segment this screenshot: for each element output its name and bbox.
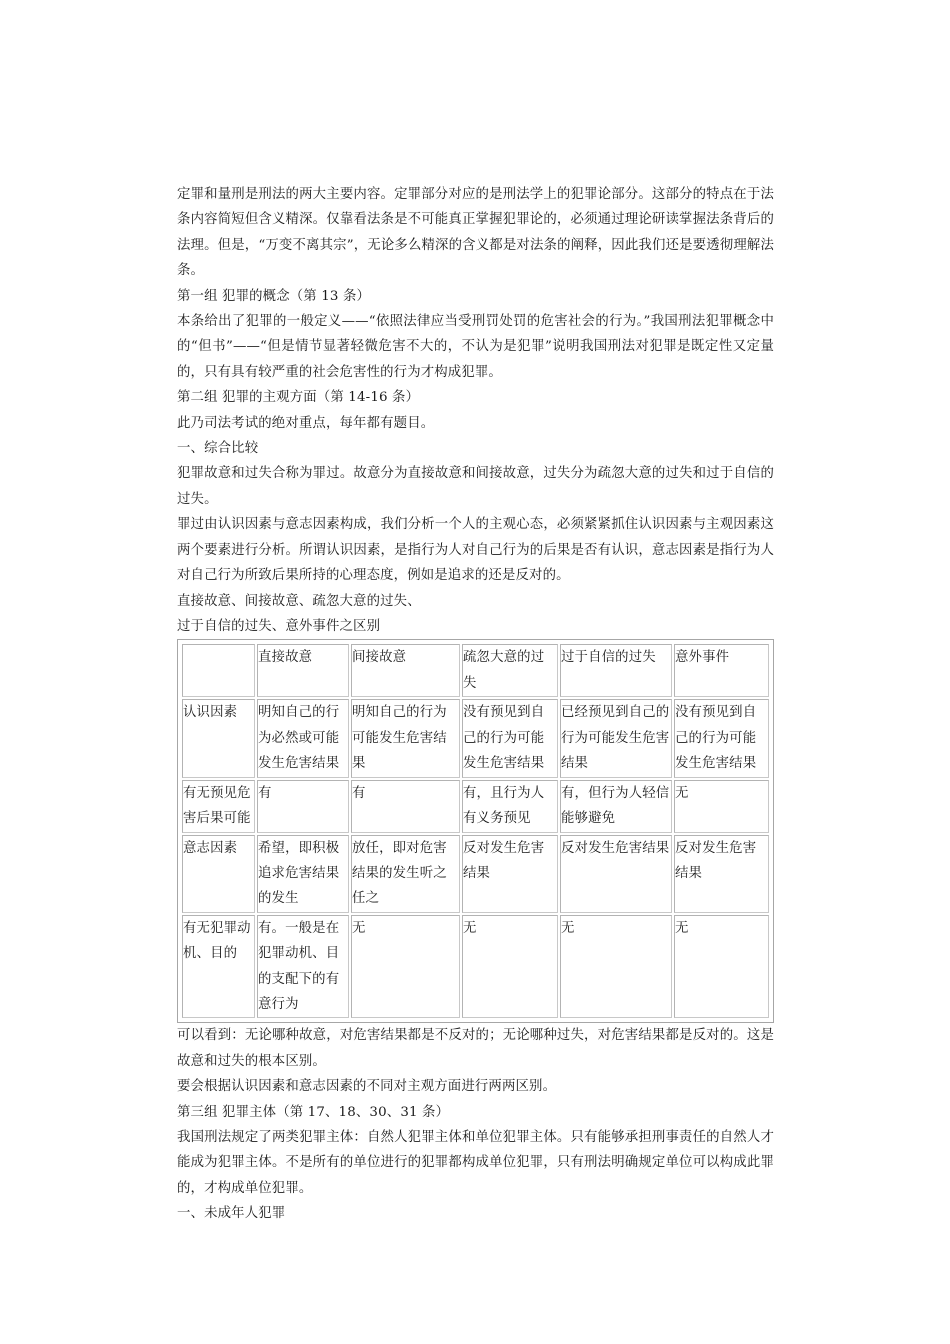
table-cell: 有，但行为人轻信能够避免	[560, 780, 672, 833]
table-cell: 明知自己的行为必然或可能发生危害结果	[257, 699, 349, 777]
table-row-foreseeability	[182, 780, 769, 833]
table-row-label: 有无预见危害后果可能	[182, 780, 255, 833]
table-cell: 无	[674, 780, 769, 833]
table-header-cell: 过于自信的过失	[560, 644, 672, 697]
intro-paragraph: 定罪和量刑是刑法的两大主要内容。定罪部分对应的是刑法学上的犯罪论部分。这部分的特点在于法条内容简短但含义精深。仅靠看法条是不可能真正掌握犯罪论的，必须通过理论研读掌握法条背后的法理。但是，“万变不离其宗”，无论多么精深的含义都是对法条的阐释，因此我们还是要透彻理解法条。	[177, 187, 774, 279]
elements-paragraph: 罪过由认识因素与意志因素构成，我们分析一个人的主观心态，必须紧紧抓住认识因素与主观因素这两个要素进行分析。所谓认识因素，是指行为人对自己行为的后果是否有认识，意志因素是指行为人对自己行为所致后果所持的心理态度，例如是追求的还是反对的。	[177, 517, 774, 584]
table-row-label: 有无犯罪动机、目的	[182, 915, 255, 1019]
table-header-cell: 直接故意	[257, 644, 349, 697]
table-row-label: 认识因素	[182, 699, 255, 777]
table-header-cell: 疏忽大意的过失	[462, 644, 558, 697]
table-cell: 有，且行为人有义务预见	[462, 780, 558, 833]
table-row-volitional-factor	[182, 835, 769, 913]
table-cell: 已经预见到自己的行为可能发生危害结果	[560, 699, 672, 777]
table-header-cell	[182, 644, 255, 697]
section-heading-crime-subject: 第三组 犯罪主体（第 17、18、30、31 条）	[177, 1104, 450, 1120]
table-cell: 无	[462, 915, 558, 1019]
table-row-cognitive-factor	[182, 699, 769, 777]
document-body	[177, 182, 774, 1227]
table-row-motive	[182, 915, 769, 1019]
table-cell: 希望，即积极追求危害结果的发生	[257, 835, 349, 913]
table-cell: 反对发生危害结果	[674, 835, 769, 913]
subheading-comparison: 一、综合比较	[177, 441, 259, 457]
table-caption-line-1: 直接故意、间接故意、疏忽大意的过失、	[177, 593, 421, 609]
exam-focus-note: 此乃司法考试的绝对重点，每年都有题目。	[177, 415, 435, 431]
table-cell: 有	[351, 780, 460, 833]
table-cell: 无	[351, 915, 460, 1019]
table-cell: 有	[257, 780, 349, 833]
table-cell: 反对发生危害结果	[462, 835, 558, 913]
table-cell: 明知自己的行为可能发生危害结果	[351, 699, 460, 777]
crime-subject-paragraph: 我国刑法规定了两类犯罪主体：自然人犯罪主体和单位犯罪主体。只有能够承担刑事责任的自然人才能成为犯罪主体。不是所有的单位进行的犯罪都构成单位犯罪，只有刑法明确规定单位可以构成此罪的，才构成单位犯罪。	[177, 1130, 774, 1196]
table-header-cell: 间接故意	[351, 644, 460, 697]
distinction-note: 要会根据认识因素和意志因素的不同对主观方面进行两两区别。	[177, 1079, 557, 1095]
conclusion-paragraph: 可以看到：无论哪种故意，对危害结果都是不反对的；无论哪种过失，对危害结果都是反对的。这是故意和过失的根本区别。	[177, 1028, 774, 1069]
table-cell: 无	[560, 915, 672, 1019]
subheading-juvenile-crime: 一、未成年人犯罪	[177, 1206, 286, 1222]
table-caption-line-2: 过于自信的过失、意外事件之区别	[177, 618, 381, 634]
culpability-paragraph: 犯罪故意和过失合称为罪过。故意分为直接故意和间接故意，过失分为疏忽大意的过失和过于自信的过失。	[177, 466, 774, 507]
comparison-table	[177, 639, 774, 1023]
table-cell: 反对发生危害结果	[560, 835, 672, 913]
table-cell: 无	[674, 915, 769, 1019]
table-header-row	[182, 644, 769, 697]
table-cell: 放任，即对危害结果的发生听之任之	[351, 835, 460, 913]
table-cell: 没有预见到自己的行为可能发生危害结果	[674, 699, 769, 777]
table-header-cell: 意外事件	[674, 644, 769, 697]
section-heading-subjective-aspect: 第二组 犯罪的主观方面（第 14-16 条）	[177, 390, 420, 406]
table-cell: 没有预见到自己的行为可能发生危害结果	[462, 699, 558, 777]
crime-definition-paragraph: 本条给出了犯罪的一般定义——“依照法律应当受刑罚处罚的危害社会的行为。”我国刑法犯罪概念中的“但书”——“但是情节显著轻微危害不大的，不认为是犯罪”说明我国刑法对犯罪是既定性又定量的，只有具有较严重的社会危害性的行为才构成犯罪。	[177, 314, 774, 380]
table-cell: 有。一般是在犯罪动机、目的支配下的有意行为	[257, 915, 349, 1019]
table-row-label: 意志因素	[182, 835, 255, 913]
section-heading-crime-concept: 第一组 犯罪的概念（第 13 条）	[177, 288, 371, 304]
